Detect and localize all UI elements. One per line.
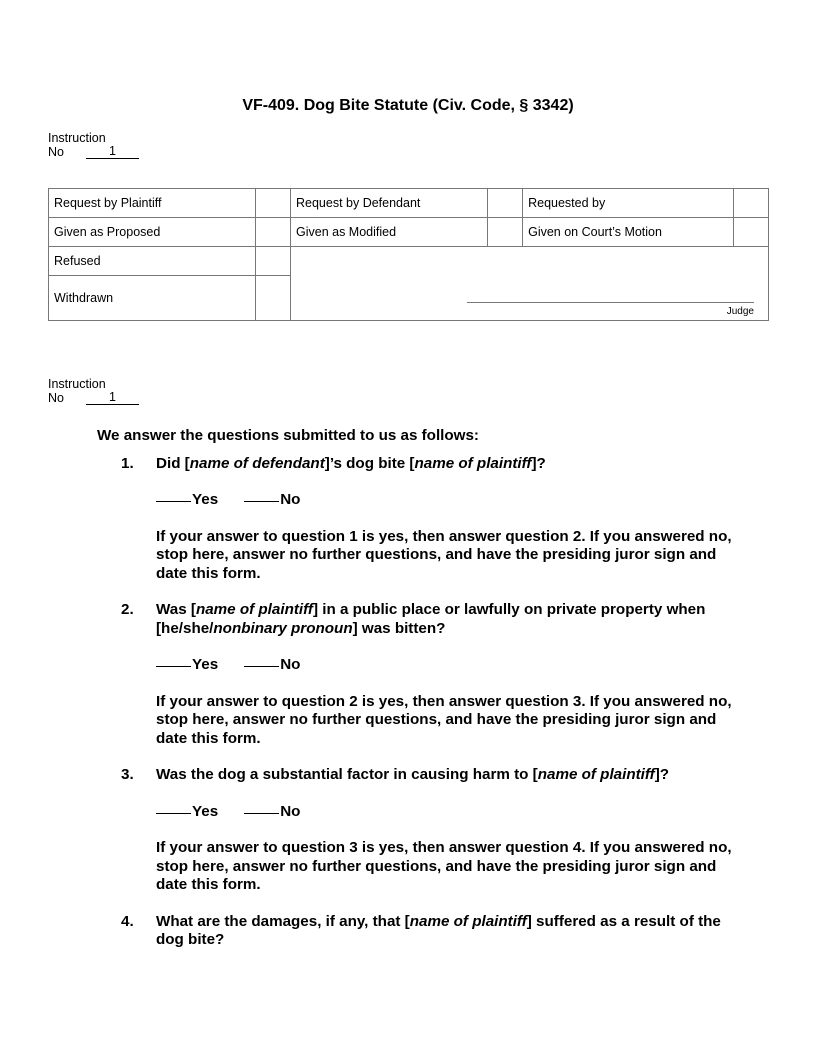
- instruction-number-bottom: [48, 377, 139, 405]
- judge-signature-line[interactable]: [467, 302, 754, 303]
- yes-blank[interactable]: [156, 666, 191, 667]
- no-label: No: [280, 802, 301, 820]
- given-as-proposed-box[interactable]: [256, 218, 291, 247]
- given-as-modified-box[interactable]: [488, 218, 523, 247]
- question-number: 3.: [121, 766, 134, 783]
- no-blank[interactable]: [244, 666, 279, 667]
- refused-box[interactable]: [256, 247, 291, 276]
- question-number: 2.: [121, 601, 134, 618]
- request-by-defendant-label: Request by Defendant: [291, 189, 488, 218]
- yes-blank[interactable]: [156, 501, 191, 502]
- no-blank[interactable]: [244, 501, 279, 502]
- given-as-modified-label: Given as Modified: [291, 218, 488, 247]
- question-text: Did [name of defendant]’s dog bite [name of plaintiff]?: [156, 454, 546, 472]
- request-by-plaintiff-label: Request by Plaintiff: [49, 189, 256, 218]
- request-by-defendant-box[interactable]: [488, 189, 523, 218]
- request-by-plaintiff-box[interactable]: [256, 189, 291, 218]
- instruction-no-value[interactable]: 1: [86, 145, 139, 159]
- refused-label: Refused: [49, 247, 256, 276]
- instruction-label: Instruction: [48, 377, 106, 391]
- question-1: [97, 455, 737, 474]
- yes-label: Yes: [192, 491, 219, 508]
- yes-label: Yes: [192, 802, 219, 820]
- judge-signature-area: [291, 247, 769, 321]
- instruction-no-label: No: [48, 391, 64, 405]
- yes-blank[interactable]: [156, 813, 191, 814]
- question-number: 1.: [121, 454, 134, 472]
- question-number: 4.: [121, 912, 134, 930]
- instruction-note-2: If your answer to question 2 is yes, then answer question 3. If you answered no, stop here, answer no further questions, and have the presiding juror sign and date this form.: [156, 692, 732, 747]
- instruction-no-label: No: [48, 145, 64, 159]
- yes-no-answer-3: [156, 803, 737, 822]
- instruction-label: Instruction: [48, 131, 106, 145]
- judge-label: Judge: [726, 306, 754, 317]
- question-2: [97, 601, 737, 638]
- question-text: Was [name of plaintiff] in a public place or lawfully on private property when [he/she/nonbinary pronoun] was bitten?: [156, 601, 706, 637]
- request-disposition-table: [48, 188, 769, 321]
- question-4: [97, 913, 737, 950]
- yes-label: Yes: [192, 656, 219, 673]
- question-text: What are the damages, if any, that [name of plaintiff] suffered as a result of the dog bite?: [156, 912, 721, 948]
- document-title: VF-409. Dog Bite Statute (Civ. Code, § 3342): [242, 97, 574, 114]
- given-on-courts-motion-label: Given on Court’s Motion: [523, 218, 734, 247]
- withdrawn-label: Withdrawn: [49, 276, 256, 321]
- no-blank[interactable]: [244, 813, 279, 814]
- instruction-no-value[interactable]: 1: [86, 391, 139, 405]
- given-as-proposed-label: Given as Proposed: [49, 218, 256, 247]
- requested-by-label: Requested by: [523, 189, 734, 218]
- verdict-intro: We answer the questions submitted to us as follows:: [97, 427, 479, 444]
- instruction-note-3: If your answer to question 3 is yes, then answer question 4. If you answered no, stop here, answer no further questions, and have the presiding juror sign and date this form.: [156, 839, 732, 893]
- instruction-note-1: If your answer to question 1 is yes, then answer question 2. If you answered no, stop here, answer no further questions, and have the presiding juror sign and date this form.: [156, 527, 732, 582]
- given-on-courts-motion-box[interactable]: [734, 218, 769, 247]
- yes-no-answer-1: [156, 491, 737, 510]
- question-text: Was the dog a substantial factor in causing harm to [name of plaintiff]?: [156, 766, 670, 783]
- instruction-number-top: [48, 131, 139, 159]
- no-label: No: [280, 656, 301, 673]
- withdrawn-box[interactable]: [256, 276, 291, 321]
- no-label: No: [280, 491, 301, 508]
- requested-by-box[interactable]: [734, 189, 769, 218]
- question-3: [97, 766, 737, 785]
- verdict-form: [97, 427, 737, 950]
- yes-no-answer-2: [156, 656, 737, 675]
